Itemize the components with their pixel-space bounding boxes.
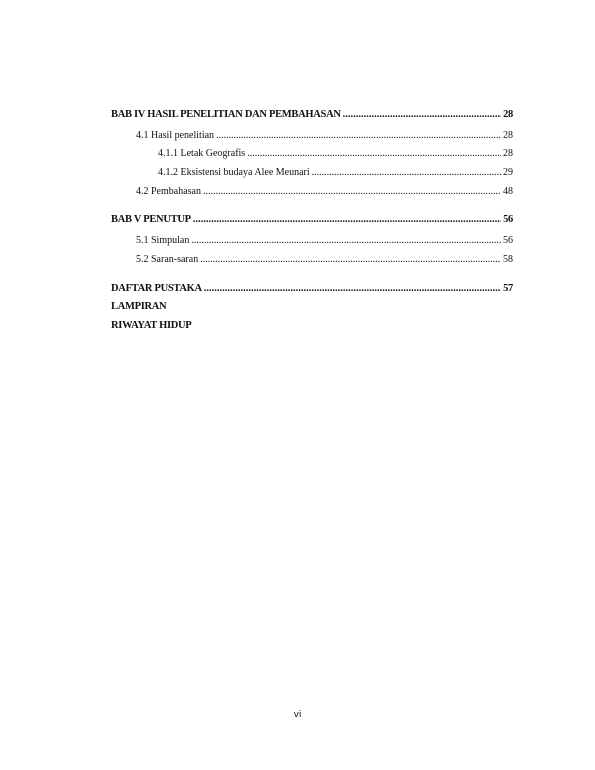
toc-entry-page: 57	[503, 283, 513, 294]
toc-entry-page: 28	[503, 109, 513, 120]
toc-entry-4-1-2	[158, 167, 513, 178]
toc-leader-dots	[247, 148, 501, 159]
toc-leader-dots	[191, 235, 501, 246]
toc-entry-4-1-1	[158, 148, 513, 159]
toc-entry-label: 4.2 Pembahasan	[136, 186, 201, 197]
toc-entry-5-1	[136, 235, 513, 246]
toc-entry-page: 56	[503, 235, 513, 246]
toc-entry-label: DAFTAR PUSTAKA	[111, 283, 202, 294]
toc-entry-page: 28	[503, 130, 513, 141]
toc-leader-dots	[343, 109, 501, 120]
toc-entry-page: 29	[503, 167, 513, 178]
toc-entry-4-1	[136, 130, 513, 141]
toc-entry-page: 48	[503, 186, 513, 197]
toc-entry-daftar-pustaka	[111, 283, 513, 294]
toc-entry-lampiran: LAMPIRAN	[111, 301, 167, 312]
toc-leader-dots	[312, 167, 501, 178]
toc-entry-label: 4.1 Hasil penelitian	[136, 130, 215, 141]
page-number: vi	[293, 710, 302, 720]
toc-entry-label: BAB V PENUTUP	[111, 214, 191, 225]
toc-entry-label: 5.1 Simpulan	[136, 235, 190, 246]
toc-entry-page: 58	[503, 254, 513, 265]
toc-entry-4-2	[136, 186, 513, 197]
toc-leader-dots	[216, 130, 501, 141]
toc-entry-5-2	[136, 254, 513, 265]
toc-leader-dots	[193, 214, 501, 225]
toc-entry-label: 4.1.2 Eksistensi budaya Alee Meunari	[158, 167, 310, 178]
toc-leader-dots	[204, 283, 501, 294]
toc-entry-riwayat-hidup: RIWAYAT HIDUP	[111, 320, 192, 331]
toc-leader-dots	[200, 254, 501, 265]
toc-entry-page: 56	[503, 214, 513, 225]
toc-entry-label: BAB IV HASIL PENELITIAN DAN PEMBAHASAN	[111, 109, 341, 120]
toc-entry-label: 5.2 Saran-saran	[136, 254, 199, 265]
toc-entry-bab-v	[111, 214, 513, 225]
toc-entry-label: 4.1.1 Letak Geografis	[158, 148, 246, 159]
toc-entry-bab-iv	[111, 109, 513, 120]
toc-leader-dots	[203, 186, 501, 197]
toc-entry-page: 28	[503, 148, 513, 159]
